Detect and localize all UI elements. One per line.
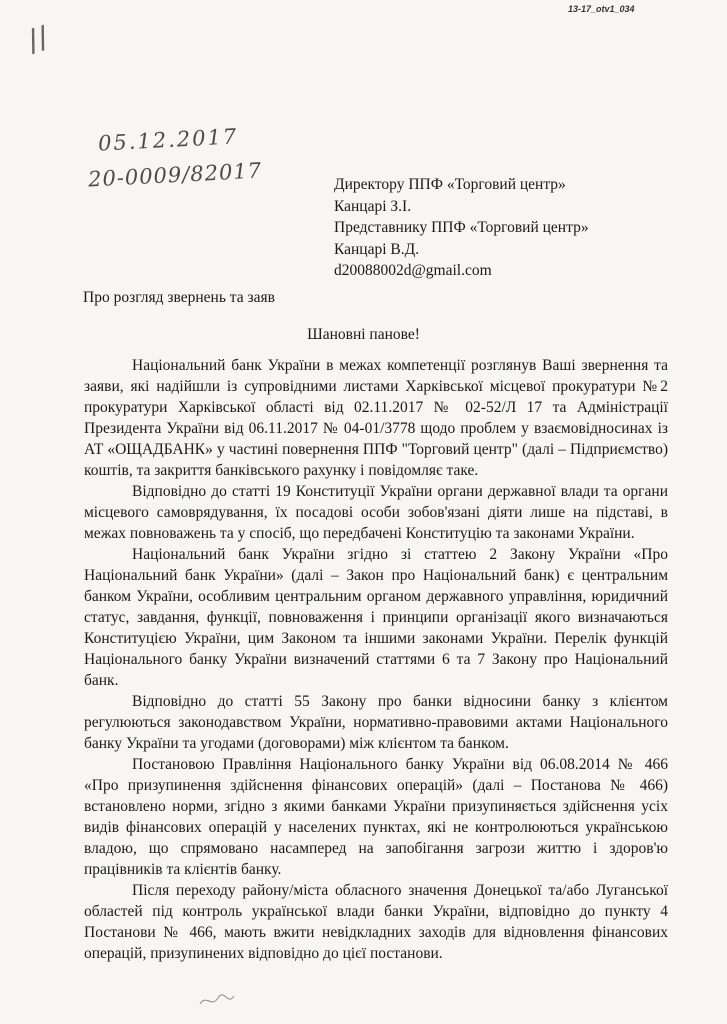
addressee-line: Представнику ППФ «Торговий центр» — [334, 219, 589, 236]
addressee-line: Канцарі З.І. — [334, 197, 412, 215]
body-paragraph: Національний банк України в межах компетенції розглянув Ваші звернення та заяви, які надійшли із супровідними листами Харківської місцевої прокуратури №2 прокуратури Харківської області від 02.11.2017 № 02-52/Л 17 та Адміністрації Президента України від 06.11.2017 № 04-01/3778 щодо проблем у взаємовідносинах із АТ «ОЩАДБАНК» у частині повернення ППФ "Торговий центр" (далі – Підприємство) коштів, та закриття банківського рахунку і повідомляє таке. — [84, 357, 668, 479]
letter-body — [84, 355, 668, 964]
addressee-block — [334, 174, 589, 282]
letter-subject: Про розгляд звернень та заяв — [83, 289, 275, 306]
salutation: Шановні панове! — [307, 326, 420, 343]
body-paragraph: Відповідно до статті 19 Конституції України органи державної влади та органи місцевого самоврядування, їх посадові особи зобов'язані діяти лише на підставі, в межах повноважень та у спосіб, що передбачені Конституцію та законами України. — [84, 483, 668, 542]
body-paragraph: Після переходу району/міста обласного значення Донецької та/або Луганської областей під контроль української влади банки України, відповідно до пункту 4 Постанови № 466, мають вжити невідкладних заходів для відновлення фінансових операцій, призупинених відповідно до цієї постанови. — [84, 882, 668, 962]
handwritten-registration-number: 20-0009/82017 — [87, 158, 263, 192]
body-paragraph: Відповідно до статті 55 Закону про банки відносини банку з клієнтом регулюються законодавством України, нормативно-правовими актами Національного банку України та угодами (договорами) між клієнтом та банком. — [84, 693, 668, 752]
addressee-email: d20088002d@gmail.com — [334, 262, 492, 279]
page-mark-scribble — [198, 990, 238, 1010]
addressee-line: Директору ППФ «Торговий центр» — [334, 176, 566, 193]
body-paragraph: Національний банк України згідно зі статтею 2 Закону України «Про Національний банк України» (далі – Закон про Національний банк) є центральним банком України, особливим центральним органом державного управління, юридичний статус, завдання, функції, повноваження і принципи організації якого визначаються Конституцією України, цим Законом та іншими законами України. Перелік функцій Національного банку України визначений статтями 6 та 7 Закону про Національний банк. — [84, 546, 668, 689]
addressee-line: Канцарі В.Д. — [334, 240, 420, 258]
body-paragraph: Постановою Правління Національного банку України від 06.08.2014 № 466 «Про призупинення здійснення фінансових операцій» (далі – Постанова № 466) встановлено норми, згідно з якими банками України призупиняється здійснення усіх видів фінансових операцій у населених пунктах, які не контролюються українською владою, що спрямовано насамперед на запобігання загрози життю і здоров'ю працівників та клієнтів банку. — [84, 756, 668, 878]
file-code: 13-17_otv1_034 — [568, 4, 635, 14]
handwritten-date: 05.12.2017 — [97, 124, 239, 156]
corner-mark: // — [23, 19, 54, 60]
